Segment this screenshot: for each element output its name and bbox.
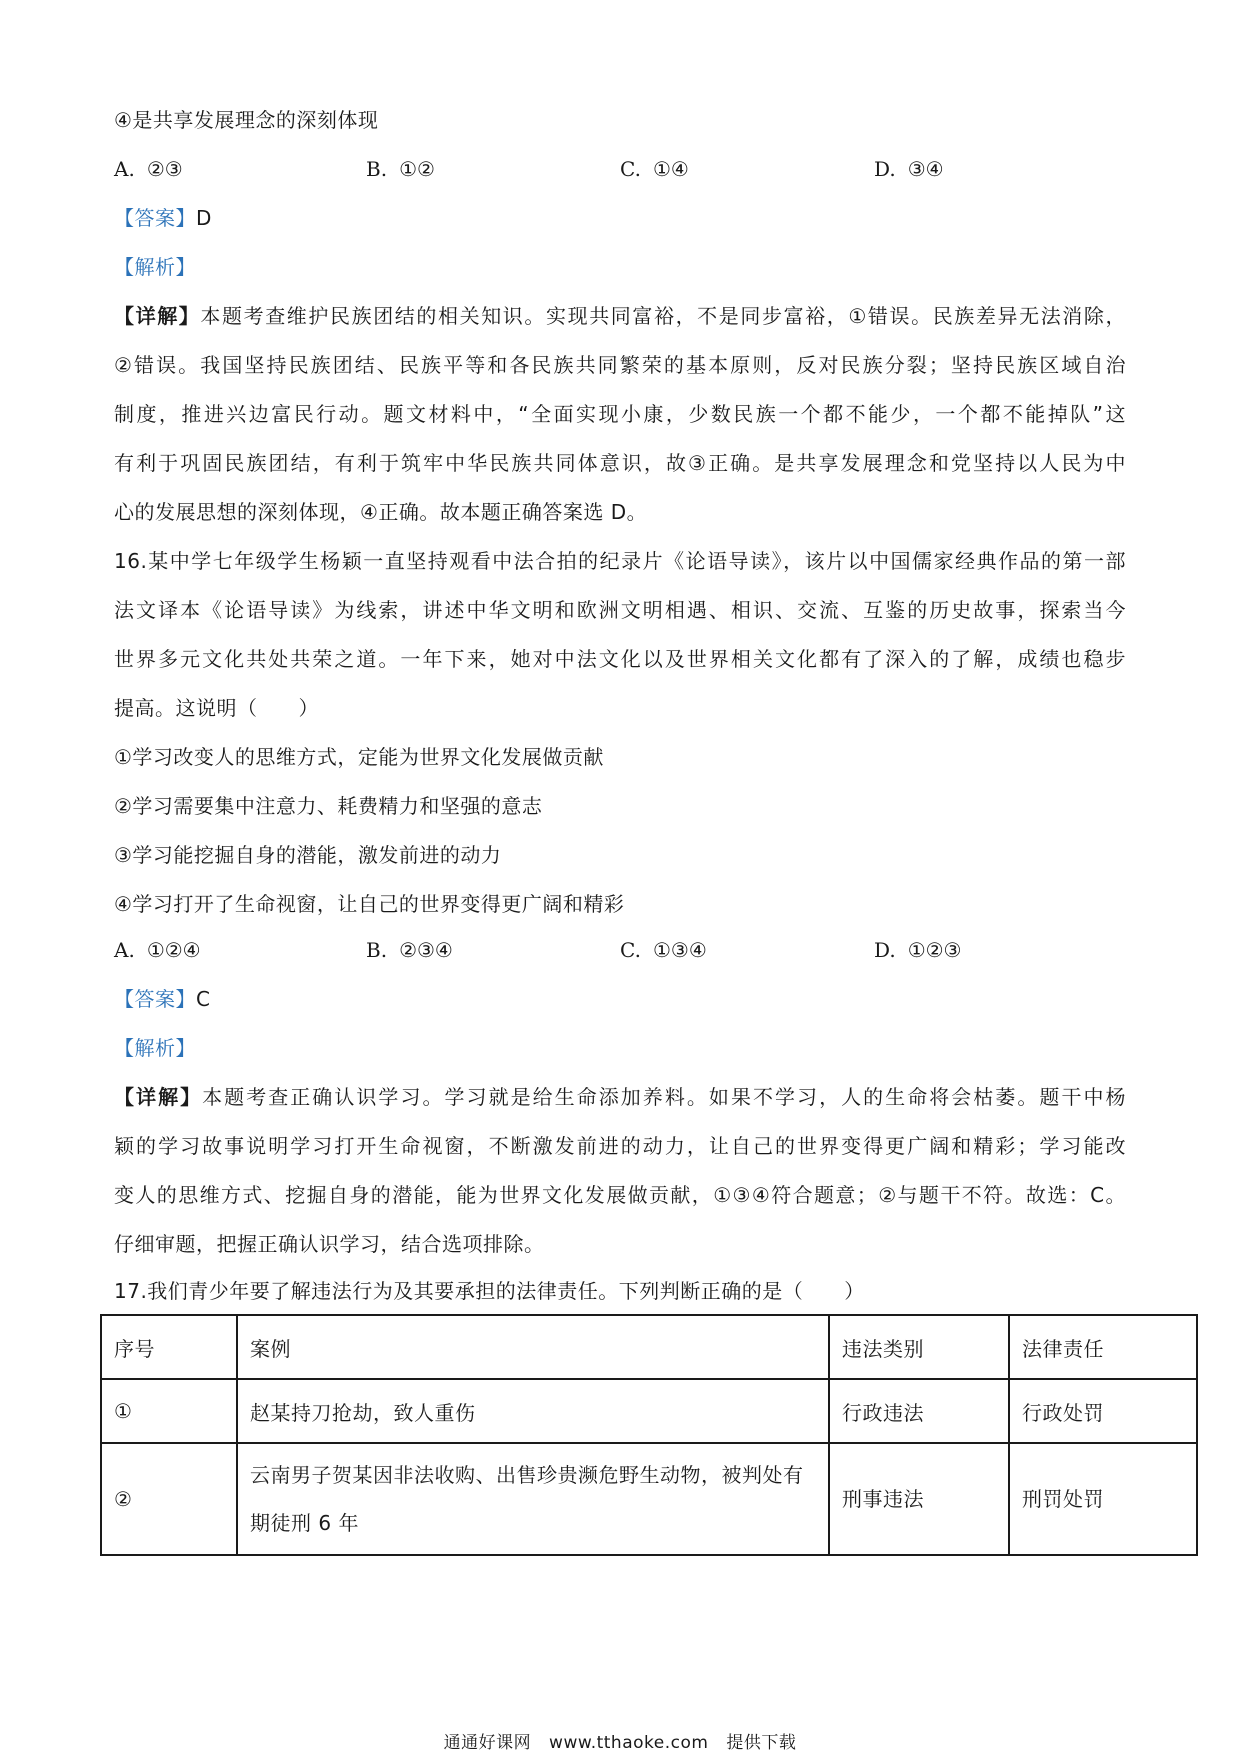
row-index: ② <box>101 1443 237 1555</box>
q16-stem-line-2: 法文译本《论语导读》为线索，讲述中华文明和欧洲文明相遇、相识、交流、互鉴的历史故事，探索当今 <box>114 598 1126 622</box>
q15-analysis-tag: 【解析】 <box>114 255 196 279</box>
q15-item-4: ④是共享发展理念的深刻体现 <box>114 108 379 132</box>
answer-tag: 【答案】 <box>114 206 196 230</box>
detail-tag: 【详解】 <box>114 304 201 328</box>
q15-option-a: A. ②③ <box>114 157 183 181</box>
q15-detail-line-1: 【详解】本题考查维护民族团结的相关知识。实现共同富裕，不是同步富裕，①错误。民族差异无法消除， <box>114 304 1127 328</box>
q16-stem-line-3: 世界多元文化共处共荣之道。一年下来，她对中法文化以及世界相关文化都有了深入的了解，成绩也稳步 <box>114 647 1126 671</box>
q16-option-a: A. ①②④ <box>114 938 201 962</box>
header-legal-liability: 法律责任 <box>1009 1315 1197 1379</box>
row-index: ① <box>101 1379 237 1443</box>
footer-url[interactable]: www.tthaoke.com <box>549 1733 709 1753</box>
q16-detail-line-1: 【详解】本题考查正确认识学习。学习就是给生命添加养料。如果不学习，人的生命将会枯萎。题干中杨 <box>114 1085 1127 1109</box>
q16-stem-line-1: 16.某中学七年级学生杨颖一直坚持观看中法合拍的纪录片《论语导读》，该片以中国儒家经典作品的第一部 <box>114 549 1126 573</box>
q15-detail-line-5: 心的发展思想的深刻体现，④正确。故本题正确答案选 D。 <box>114 500 648 524</box>
q16-detail-line-4: 仔细审题，把握正确认识学习，结合选项排除。 <box>114 1232 545 1256</box>
table-row <box>101 1443 1197 1555</box>
q15-detail-line-3: 制度，推进兴边富民行动。题文材料中，“全面实现小康，少数民族一个都不能少，一个都不能掉队”这 <box>114 402 1126 426</box>
q16-analysis-tag: 【解析】 <box>114 1036 196 1060</box>
q16-stem-line-4: 提高。这说明（ ） <box>114 696 319 720</box>
row-case: 云南男子贺某因非法收购、出售珍贵濒危野生动物，被判处有期徒刑 6 年 <box>237 1443 829 1555</box>
answer-value: D <box>196 206 212 230</box>
q16-item-4: ④学习打开了生命视窗，让自己的世界变得更广阔和精彩 <box>114 892 625 916</box>
table-row <box>101 1379 1197 1443</box>
answer-value: C <box>196 987 211 1011</box>
q17-case-table <box>100 1314 1198 1556</box>
answer-tag: 【答案】 <box>114 987 196 1011</box>
q15-option-b: B. ①② <box>366 157 435 181</box>
row-legal-liability: 刑罚处罚 <box>1009 1443 1197 1555</box>
footer-site-name: 通通好课网 <box>443 1733 532 1753</box>
footer-note: 提供下载 <box>726 1733 797 1753</box>
q15-option-c: C. ①④ <box>620 157 689 181</box>
row-legal-liability: 行政处罚 <box>1009 1379 1197 1443</box>
q15-detail-line-2: ②错误。我国坚持民族团结、民族平等和各民族共同繁荣的基本原则，反对民族分裂；坚持民族区域自治 <box>114 353 1126 377</box>
q17-stem: 17.我们青少年要了解违法行为及其要承担的法律责任。下列判断正确的是（ ） <box>114 1279 865 1303</box>
q16-option-c: C. ①③④ <box>620 938 707 962</box>
q15-answer <box>114 204 1126 232</box>
table-header-row <box>101 1315 1197 1379</box>
q16-detail-line-2: 颖的学习故事说明学习打开生命视窗，不断激发前进的动力，让自己的世界变得更广阔和精彩；学习能改 <box>114 1134 1126 1158</box>
header-violation-type: 违法类别 <box>829 1315 1009 1379</box>
header-index: 序号 <box>101 1315 237 1379</box>
row-case: 赵某持刀抢劫，致人重伤 <box>237 1379 829 1443</box>
q16-item-3: ③学习能挖掘自身的潜能，激发前进的动力 <box>114 843 502 867</box>
q15-option-d: D. ③④ <box>874 157 944 181</box>
q15-detail-line-4: 有利于巩固民族团结，有利于筑牢中华民族共同体意识，故③正确。是共享发展理念和党坚持以人民为中 <box>114 451 1126 475</box>
q16-item-1: ①学习改变人的思维方式，定能为世界文化发展做贡献 <box>114 745 604 769</box>
q16-answer <box>114 985 1126 1013</box>
q16-detail-line-3: 变人的思维方式、挖掘自身的潜能，能为世界文化发展做贡献，①③④符合题意；②与题干不符。故选：C。 <box>114 1183 1126 1207</box>
q16-option-d: D. ①②③ <box>874 938 962 962</box>
row-violation-type: 行政违法 <box>829 1379 1009 1443</box>
detail-tag: 【详解】 <box>114 1085 203 1109</box>
row-violation-type: 刑事违法 <box>829 1443 1009 1555</box>
q16-option-b: B. ②③④ <box>366 938 453 962</box>
header-case: 案例 <box>237 1315 829 1379</box>
page-footer <box>0 1728 1240 1753</box>
q16-item-2: ②学习需要集中注意力、耗费精力和坚强的意志 <box>114 794 543 818</box>
